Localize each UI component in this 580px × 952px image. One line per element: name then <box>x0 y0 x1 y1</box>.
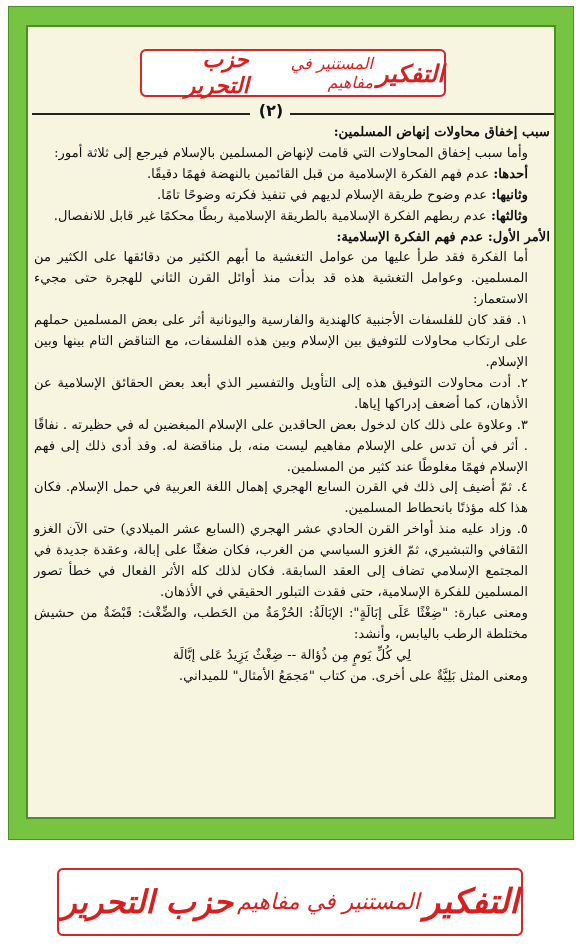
list-item-4: ٤. ثمّ أضيف إلى ذلك في القرن السابع الهجري إهمال اللغة العربية في حمل الإسلام. فكان هذا كله مؤذنًا بانحطاط المسلمين. <box>34 480 528 517</box>
point-3-label: وثالثها: <box>490 208 528 224</box>
sub-heading: الأمر الأول: عدم فهم الفكرة الإسلامية: <box>336 229 550 245</box>
page-number: (٢) <box>258 101 284 120</box>
banner-party: حزب التحرير <box>184 47 249 99</box>
list-item-1: ١. فقد كان للفلسفات الأجنبية كالهندية والفارسية واليونانية أثر على بعض المسلمين حملهم على ارتكاب محاولات للتوفيق بين الإسلام وبين هذه الفلسفات، مع التناقض التام بينها وبين الإسلام. <box>34 313 528 370</box>
point-1 <box>34 165 550 186</box>
banner-subtitle: المستنير في مفاهيم <box>290 54 373 92</box>
footer-banner-title: التفكير <box>423 882 519 922</box>
footer-banner-subtitle: المستنير في مفاهيم <box>237 889 420 915</box>
divider-right <box>290 113 554 115</box>
content-panel <box>26 25 556 819</box>
header-banner <box>140 49 446 97</box>
article-body <box>34 123 550 687</box>
page-frame <box>8 6 574 840</box>
divider-left <box>32 113 250 115</box>
poem-verse: لِي كُلِّ يَومٍ مِن ذُؤالة -- ضِغْثٌ يَزِيدُ عَلى إبَّالَة <box>172 647 412 663</box>
footer-banner-party: حزب التحرير <box>61 883 234 921</box>
intro-paragraph: وأما سبب إخفاق المحاولات التي قامت لإنهاض المسلمين بالإسلام فيرجع إلى ثلاثة أمور: <box>54 145 528 161</box>
footer-banner <box>57 868 523 936</box>
point-2-text: عدم وضوح طريقة الإسلام لديهم في تنفيذ فكرته وضوحًا تامًا. <box>157 187 492 203</box>
list-item-3: ٣. وعلاوة على ذلك كان لدخول بعض الحاقدين على الإسلام المبغضين له في حظيرته . نفاقًا . أثر في أن تدس على الإسلام مفاهيم ليست منه، بل مناقضة له. وقد أدى ذلك إلى فهم الإسلام فهمًا مغلوطًا عند كثير من المسلمين. <box>34 417 528 475</box>
list-item-5: ٥. وزاد عليه منذ أواخر القرن الحادي عشر الهجري (السابع عشر الميلادي) حتى الآن الغزو الثقافي والتبشيري، ثمّ الغزو السياسي من الغرب، فكان ضغثًا على إبالة، وعقدة جديدة في المجتمع الإسلامي تضاف إلى العقد السابقة. فكان لذلك كله الأثر الفعال في خطأ تصور المسلمين للفكرة الإسلامية، حتى فقدت التبلور الحقيقي في الأذهان. <box>34 522 528 600</box>
list-item-2: ٢. أدت محاولات التوفيق هذه إلى التأويل والتفسير الذي أبعد بعض الحقائق الإسلامية عن الأذهان، كما أضعف إدراكها إياها. <box>34 375 528 412</box>
banner-title: التفكير <box>376 58 444 88</box>
point-3-text: عدم ربطهم الفكرة الإسلامية بالطريقة الإسلامية ربطًا محكمًا غير قابل للانفصال. <box>53 208 491 224</box>
point-2-label: وثانيها: <box>491 187 528 203</box>
sub-intro-paragraph: أما الفكرة فقد طرأ عليها من عوامل التغشية ما أبهم الكثير من دقائقها على الكثير من المسلمين. وعوامل التغشية هذه قد بدأت منذ أوائل القرن الثاني للهجرة حتى مجيء الاستعمار: <box>34 250 528 308</box>
point-1-label: أحدها: <box>493 166 528 182</box>
point-2 <box>34 186 550 207</box>
section-heading: سبب إخفاق محاولات إنهاض المسلمين: <box>333 125 550 140</box>
point-3 <box>34 207 550 228</box>
note-source: ومعنى المثل بَلِيَّةٌ على أخرى. من كتاب "مَجمَعُ الأمثال" للميداني. <box>178 668 528 684</box>
note-paragraph: ومعنى عبارة: "ضِغْثًا عَلَى إبَالَةٍ": الإبَالَةُ: الحُزْمَةُ من الحَطب، والضِّغْث: قَبْضَةٌ من حشيش مختلطة الرطب باليابس، وأنشد: <box>34 605 528 642</box>
point-1-text: عدم فهم الفكرة الإسلامية من قبل القائمين بالنهضة فهمًا دقيقًا. <box>146 166 494 182</box>
